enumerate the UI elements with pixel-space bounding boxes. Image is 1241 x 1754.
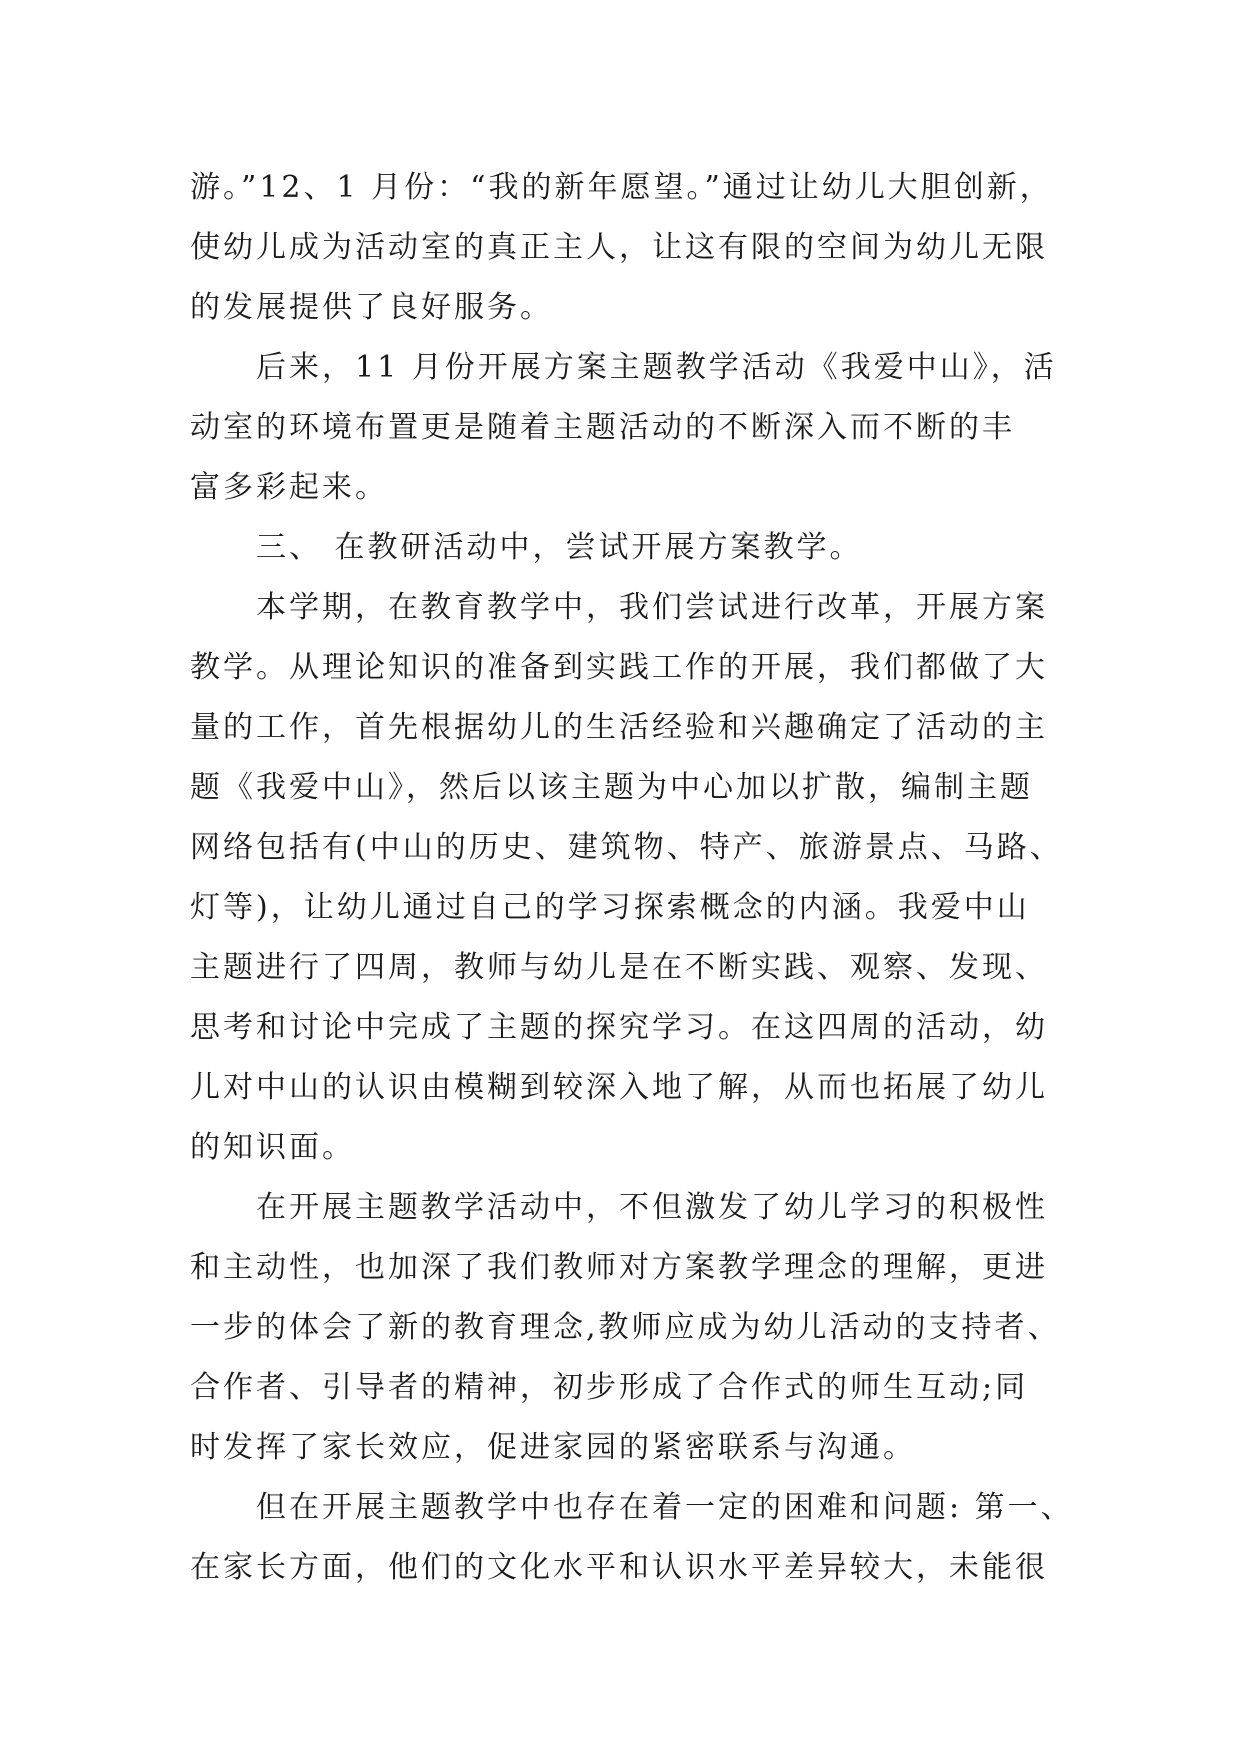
text-line: 思考和讨论中完成了主题的探究学习。在这四周的活动，幼 [190,1010,1048,1045]
text-line: 游。”12、1 月份：“我的新年愿望。”通过让幼儿大胆创新， [190,170,1053,205]
text-line: 的发展提供了良好服务。 [190,290,553,325]
paragraph-first-line: 在开展主题教学活动中，不但激发了幼儿学习的积极性 [256,1190,1048,1225]
text-line: 富多彩起来。 [190,470,388,505]
text-line: 题《我爱中山》，然后以该主题为中心加以扩散，编制主题 [190,770,1033,805]
text-line: 主题进行了四周，教师与幼儿是在不断实践、观察、发现、 [190,950,1048,985]
paragraph-first-line: 本学期，在教育教学中，我们尝试进行改革，开展方案 [256,590,1048,625]
text-line: 灯等)，让幼儿通过自己的学习探索概念的内涵。我爱中山 [190,890,1030,925]
text-line: 的知识面。 [190,1130,355,1165]
text-line: 量的工作，首先根据幼儿的生活经验和兴趣确定了活动的主 [190,710,1048,745]
paragraph-first-line: 后来，11 月份开展方案主题教学活动《我爱中山》，活 [256,350,1057,385]
section-heading: 三、 在教研活动中，尝试开展方案教学。 [256,530,863,565]
text-line: 和主动性，也加深了我们教师对方案教学理念的理解，更进 [190,1250,1048,1285]
text-line: 网络包括有(中山的历史、建筑物、特产、旅游景点、马路、 [190,830,1063,865]
text-line: 在家长方面，他们的文化水平和认识水平差异较大，未能很 [190,1550,1048,1585]
body-text [190,158,1074,1598]
text-line: 儿对中山的认识由模糊到较深入地了解，从而也拓展了幼儿 [190,1070,1048,1105]
text-line: 使幼儿成为活动室的真正主人，让这有限的空间为幼儿无限 [190,230,1048,265]
text-line: 一步的体会了新的教育理念,教师应成为幼儿活动的支持者、 [190,1310,1061,1345]
text-line: 时发挥了家长效应，促进家园的紧密联系与沟通。 [190,1430,916,1465]
paragraph-first-line: 但在开展主题教学中也存在着一定的困难和问题: 第一、 [256,1490,1074,1525]
text-line: 动室的环境布置更是随着主题活动的不断深入而不断的丰 [190,410,1015,445]
text-line: 合作者、引导者的精神，初步形成了合作式的师生互动;同 [190,1370,1029,1405]
text-line: 教学。从理论知识的准备到实践工作的开展，我们都做了大 [190,650,1048,685]
